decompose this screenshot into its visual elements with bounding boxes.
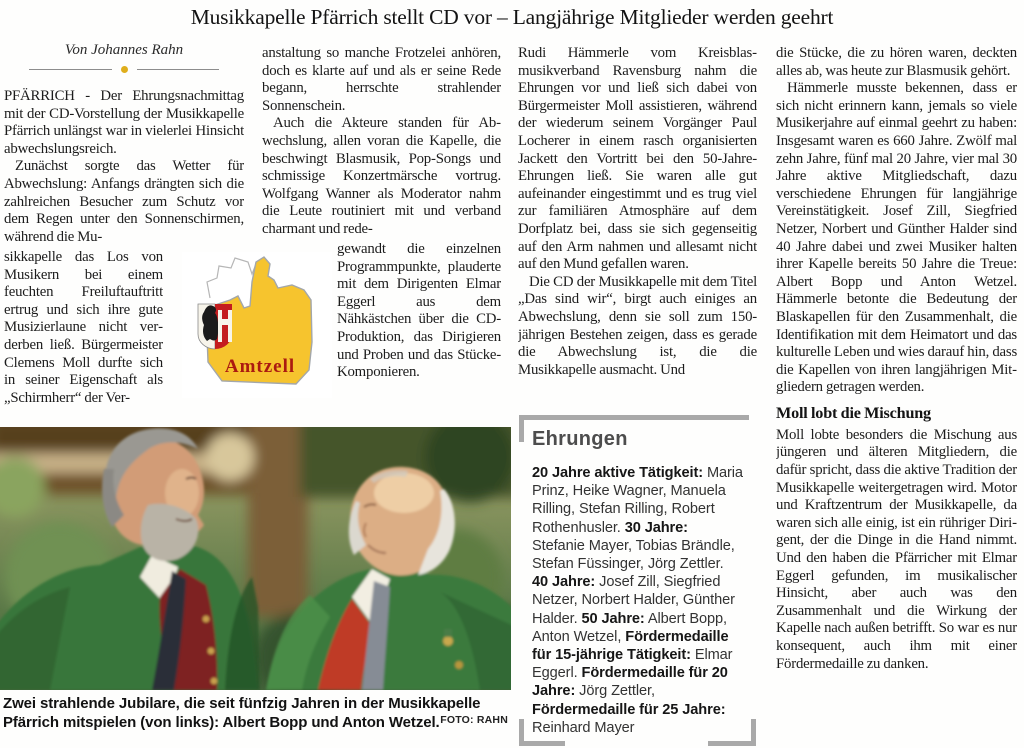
article-column-3 (518, 45, 757, 403)
byline-rule (29, 66, 219, 73)
article-column-1-top (4, 88, 244, 249)
paragraph: gewandt die einzelnen Programmpunkte, plauderte mit dem Dirigenten Elmar Eggerl aus dem Nähkästchen über die CD-Produktion, das Dirigieren und Proben und das Stücke-Komponieren. (337, 241, 501, 381)
map-neighbor-boundary (207, 258, 256, 298)
paragraph: Zunächst sorgte das Wetter für Abwechslung: Anfangs drängten sich die zahlreichen Besucher zum Schutz vor dem Regen unter den Sonnenschirmen, während die Mu- (4, 158, 244, 245)
paragraph: PFÄRRICH - Der Ehrungsnachmittag mit der CD-Vorstellung der Musikkapelle Pfärrich unlängst war in vielerlei Hinsicht abwechslungsreich. (4, 88, 244, 157)
headline: Musikkapelle Pfärrich stellt CD vor – Langjährige Mitglieder werden geehrt (190, 5, 834, 29)
map-graphic (182, 252, 332, 398)
photo-caption (3, 694, 508, 732)
photo-illustration (0, 427, 511, 690)
paragraph: Die CD der Musikkapelle mit dem Titel „Das sind wir“, birgt auch einiges an Abwechslung, denn sie soll zum 150-jährigen Bestehen zeigen, dass es gerade die Abwechslung ist, die die Musikkapelle ausmacht. Und (518, 273, 757, 378)
byline (4, 42, 244, 73)
map-label: Amtzell (224, 356, 296, 377)
subheadline: Moll lobt die Mischung (776, 403, 931, 422)
caption-text: Zwei strahlende Jubilare, die seit fünfzig Jahren in der Musikkapelle Pfärrich mitspielen (von links): Albert Bopp und Anton Wetzel. (3, 695, 481, 731)
honors-title: Ehrungen (532, 428, 628, 450)
article-photo (0, 427, 511, 690)
box-frame-segment (519, 741, 565, 746)
byline-dot-icon (121, 66, 128, 73)
paragraph: sikkapelle das Los von Musikern bei einem feuchten Freiluftauftritt ertrug und sich ihre gute Musizierlaune nicht verderben ließ. Bürgermeister Clemens Moll durfte sich in seiner Eigenschaft als „Schirmherr“ der Ver- (4, 249, 163, 406)
paragraph: die Stücke, die zu hören waren, deckten alles ab, was heute zur Blasmusik gehört. (776, 45, 1017, 79)
amtzell-map (182, 252, 332, 398)
byline-author: Von Johannes Rahn (64, 42, 184, 58)
box-frame-segment (751, 719, 756, 746)
paragraph: anstaltung so manche Frotzelei anhören, doch es klarte auf und als er seine Rede begann, herrschte strahlender Sonnenschein. (262, 45, 501, 114)
photo-credit: FOTO: RAHN (440, 714, 508, 726)
paragraph: Auch die Akteure standen für Abwechslung, allen voran die Kapelle, die beschwingt Blasmusik, Pop-Songs und schmissige Konzertmärsche vortrug. Wolfgang Wanner als Moderator nahm die Leute routiniert mit und verband charmant und rede- (262, 115, 501, 237)
paragraph: Rudi Hämmerle vom Kreisblasmusikverband Ravensburg nahm die Ehrungen vor und ließ sich dabei von Bürgermeister Moll assistieren, während der wiederum seinem Vorgänger Paul Locherer in einem rasch organisierten Jackett den Vortritt bei den 50-Jahre-Ehrungen ließ. Sie waren alle gut aufeinander eingestimmt und es trug viel zur familiären Atmosphäre auf dem Dorfplatz bei, dass sie sich gegenseitig auf den Arm nahmen und allesamt nicht auf den Mund gefallen waren. (518, 45, 757, 273)
box-frame-segment (519, 415, 524, 442)
coat-of-arms-icon (198, 304, 232, 349)
rule-segment (29, 69, 112, 71)
article-column-2-narrow (337, 241, 501, 403)
box-frame-segment (519, 415, 749, 420)
rule-segment (137, 69, 220, 71)
article-column-4 (776, 45, 1017, 748)
box-frame-segment (708, 741, 756, 746)
paragraph: Moll lobte besonders die Mischung aus jüngeren und älteren Mitgliedern, die dafür spricht, dass die aktive Tradition der Musikkapelle weitergetragen wird. Motor und Kraftzentrum der Musikkapelle, da waren sich alle einig, ist ein rühriger Dirigent, der die Dinge in die Hand nimmt. Und den haben die Pfärricher mit Elmar Eggerl gefunden, im musikalischer Hinsicht, aber auch was den Zusammenhalt und die Wirkung der Kapelle nach außen betrifft. So war es nur konsequent, auch ihm mit einer Fördermedaille zu danken. (776, 426, 1017, 672)
honors-text: 20 Jahre aktive Tätigkeit: Maria Prinz, Heike Wagner, Manuela Rilling, Stefan Rilling, Robert Rothenhusler. 30 Jahre: Stefanie Mayer, Tobias Brändle, Stefan Füssinger, Jörg Zettler. 40 Jahre: Josef Zill, Siegfried Netzer, Norbert Halder, Günther Halder. 50 Jahre: Albert Bopp, Anton Wetzel, Fördermedaille für 15-jährige Tätigkeit: Elmar Eggerl. Fördermedaille für 20 Jahre: Jörg Zettler, Fördermedaille für 25 Jahre: Reinhard Mayer (532, 465, 743, 736)
article-column-2-top (262, 45, 501, 240)
article-column-1-narrow (4, 249, 163, 410)
paragraph: Hämmerle musste bekennen, dass er sich nicht erinnern kann, jemals so viele Musikerjahre auf einmal geehrt zu haben: Insgesamt waren es 660 Jahre. Zwölf mal zehn Jahre, fünf mal 20 Jahre, vier mal 30 Jahre aktive Mitgliedschaft, dazu verschiedene Ehrungen für langjährige Vereinstätigkeit. Josef Zill, Siegfried Netzer, Norbert und Günther Halder sind 40 Jahre dabei und zwei Musiker halten ihrer Kapelle bereits 50 Jahre die Treue: Albert Bopp und Anton Wetzel. Hämmerle betonte die Bedeutung der Blaskapellen für den Zusammenhalt, die Identifikation mit dem Heimatort und das kulturelle Leben und wies darauf hin, dass die Kapellen von ihren langjährigen Mitgliedern getragen werden. (776, 80, 1017, 396)
honors-box (519, 415, 756, 746)
